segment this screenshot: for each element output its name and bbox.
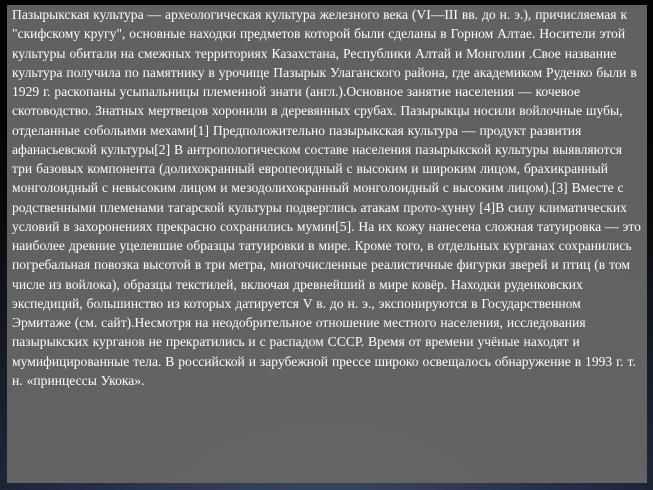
text-box[interactable] bbox=[7, 5, 647, 483]
body-paragraph: Пазырыкская культура — археологическая культура железного века (VI—III вв. до н. э.), причисляемая к "скифскому кругу", основные находки предметов которой были сделаны в Горном Алтае. Носители этой культуры обитали на смежных территориях Казахстана, Республики Алтай и Монголии .Свое название культура получила по памятнику в урочище Пазырык Улаганского района, где академиком Руденко были в 1929 г. раскопаны усыпальницы племенной знати (англ.).Основное занятие населения — кочевое скотоводство. Знатных мертвецов хоронили в деревянных срубах. Пазырыкцы носили войлочные шубы, отделанные собольими мехами[1] Предположительно пазырыкская культура — продукт развития афанасьевской культуры[2] В антропологическом составе населения пазырыкской культуры выявляются три базовых компонента (долихокранный европеоидный с высоким и широким лицом, брахикранный монголоидный с невысоким лицом и мезодолихокранный монголоидный с высоким лицом).[3] Вместе с родственными племенами тагарской культуры подверглись атакам прото-хунну [4]В силу климатических условий в захоронениях прекрасно сохранились мумии[5]. На их кожу нанесена сложная татуировка — это наиболее древние уцелевшие образцы татуировки в мире. Кроме того, в отдельных курганах сохранились погребальная повозка высотой в три метра, многочисленные реалистичные фигурки зверей и птиц (в том числе из войлока), образцы текстилей, включая древнейший в мире ковёр. Находки руденковских экспедиций, большинство из которых датируется V в. до н. э., экспонируются в Государственном Эрмитаже (см. сайт).Несмотря на неодобрительное отношение местного населения, исследования пазырыкских курганов не прекратились и с распадом СССР. Время от времени учёные находят и мумифицированные тела. В российской и зарубежной прессе широко освещалось обнаружение в 1993 г. т. н. «принцессы Укока». bbox=[12, 7, 641, 388]
